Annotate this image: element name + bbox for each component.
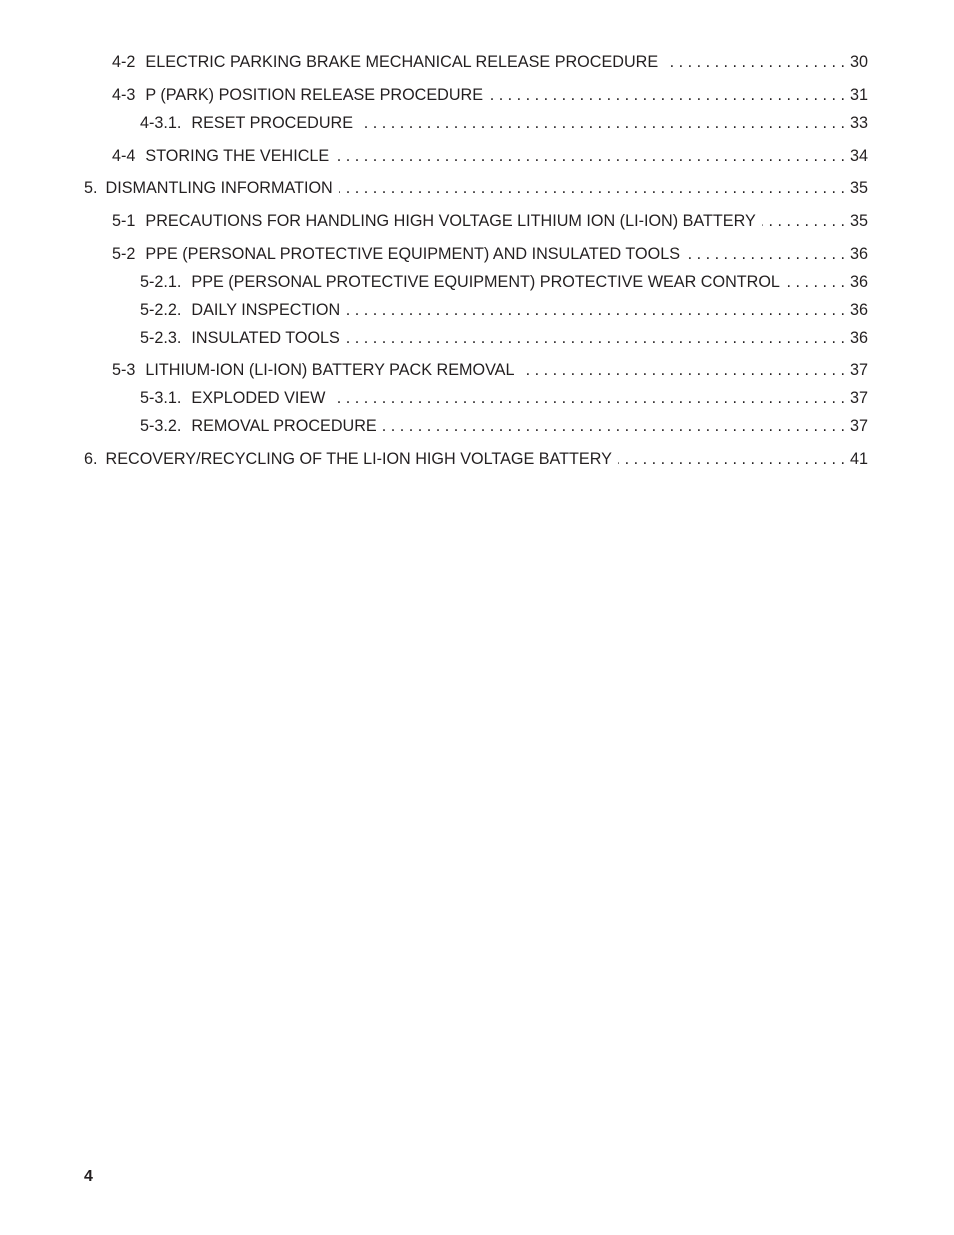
dot-leader [489, 84, 845, 106]
dot-leader [664, 51, 845, 73]
toc-entry-5-1[interactable] [112, 210, 868, 232]
toc-entry-title: REMOVAL PROCEDURE [191, 417, 377, 435]
dot-leader [762, 210, 845, 232]
toc-entry-5-2-3[interactable] [140, 327, 868, 349]
toc-entry-title: INSULATED TOOLS [191, 329, 340, 347]
toc-entry-5[interactable] [84, 177, 868, 199]
toc-entry-title: DISMANTLING INFORMATION [105, 179, 333, 197]
toc-entry-number: 5-3.1. [140, 389, 182, 407]
toc-entry-number: 4-3.1. [140, 114, 182, 132]
toc-entry-4-2[interactable] [112, 51, 868, 73]
toc-entry-title: EXPLODED VIEW [191, 389, 326, 407]
dot-leader [346, 299, 845, 321]
toc-entry-page: 34 [849, 147, 868, 165]
dot-leader [686, 243, 845, 265]
toc-entry-number: 5-2.2. [140, 301, 182, 319]
toc-entry-5-3-1[interactable] [140, 387, 868, 409]
toc-entry-number: 4-2 [112, 53, 136, 71]
toc-entry-5-3-2[interactable] [140, 415, 868, 437]
dot-leader [339, 177, 845, 199]
toc-entry-4-4[interactable] [112, 145, 868, 167]
toc-entry-title: PPE (PERSONAL PROTECTIVE EQUIPMENT) PROTECTIVE WEAR CONTROL [191, 273, 780, 291]
dot-leader [520, 359, 845, 381]
toc-entry-page: 36 [849, 245, 868, 263]
toc-entry-number: 5-3 [112, 361, 136, 379]
toc-entry-4-3-1[interactable] [140, 112, 868, 134]
toc-entry-page: 35 [849, 179, 868, 197]
toc-entry-6[interactable] [84, 448, 868, 470]
dot-leader [346, 327, 845, 349]
toc-entry-page: 37 [849, 389, 868, 407]
toc-entry-number: 5-2 [112, 245, 136, 263]
toc-entry-number: 6. [84, 450, 98, 468]
dot-leader [786, 271, 845, 293]
toc-entry-page: 36 [849, 301, 868, 319]
toc-entry-page: 31 [849, 86, 868, 104]
toc-entry-page: 37 [849, 417, 868, 435]
toc-entry-page: 33 [849, 114, 868, 132]
toc-entry-4-3[interactable] [112, 84, 868, 106]
toc-entry-number: 5-2.3. [140, 329, 182, 347]
toc-entry-page: 30 [849, 53, 868, 71]
toc-entry-title: PPE (PERSONAL PROTECTIVE EQUIPMENT) AND INSULATED TOOLS [145, 245, 681, 263]
toc-entry-title: DAILY INSPECTION [191, 301, 341, 319]
toc-entry-title: ELECTRIC PARKING BRAKE MECHANICAL RELEASE PROCEDURE [145, 53, 659, 71]
toc-entry-page: 37 [849, 361, 868, 379]
dot-leader [335, 145, 845, 167]
toc-entry-number: 5-3.2. [140, 417, 182, 435]
toc-entry-page: 41 [849, 450, 868, 468]
toc-entry-title: STORING THE VEHICLE [145, 147, 330, 165]
toc-entry-number: 5. [84, 179, 98, 197]
toc-entry-number: 5-1 [112, 212, 136, 230]
toc-entry-title: RESET PROCEDURE [191, 114, 354, 132]
dot-leader [618, 448, 845, 470]
toc-entry-page: 36 [849, 329, 868, 347]
toc-entry-title: RECOVERY/RECYCLING OF THE LI-ION HIGH VOLTAGE BATTERY [105, 450, 612, 468]
toc-entry-5-3[interactable] [112, 359, 868, 381]
toc-entry-page: 36 [849, 273, 868, 291]
page-number: 4 [84, 1168, 93, 1185]
toc-entry-title: P (PARK) POSITION RELEASE PROCEDURE [145, 86, 484, 104]
toc-entry-number: 4-4 [112, 147, 136, 165]
toc-entry-title: LITHIUM-ION (LI-ION) BATTERY PACK REMOVAL [145, 361, 515, 379]
toc-entry-5-2[interactable] [112, 243, 868, 265]
toc-entry-5-2-2[interactable] [140, 299, 868, 321]
toc-entry-number: 4-3 [112, 86, 136, 104]
dot-leader [331, 387, 845, 409]
toc-entry-number: 5-2.1. [140, 273, 182, 291]
dot-leader [383, 415, 845, 437]
dot-leader [359, 112, 845, 134]
toc-entry-title: PRECAUTIONS FOR HANDLING HIGH VOLTAGE LITHIUM ION (LI-ION) BATTERY [145, 212, 756, 230]
toc-entry-5-2-1[interactable] [140, 271, 868, 293]
toc-entry-page: 35 [849, 212, 868, 230]
